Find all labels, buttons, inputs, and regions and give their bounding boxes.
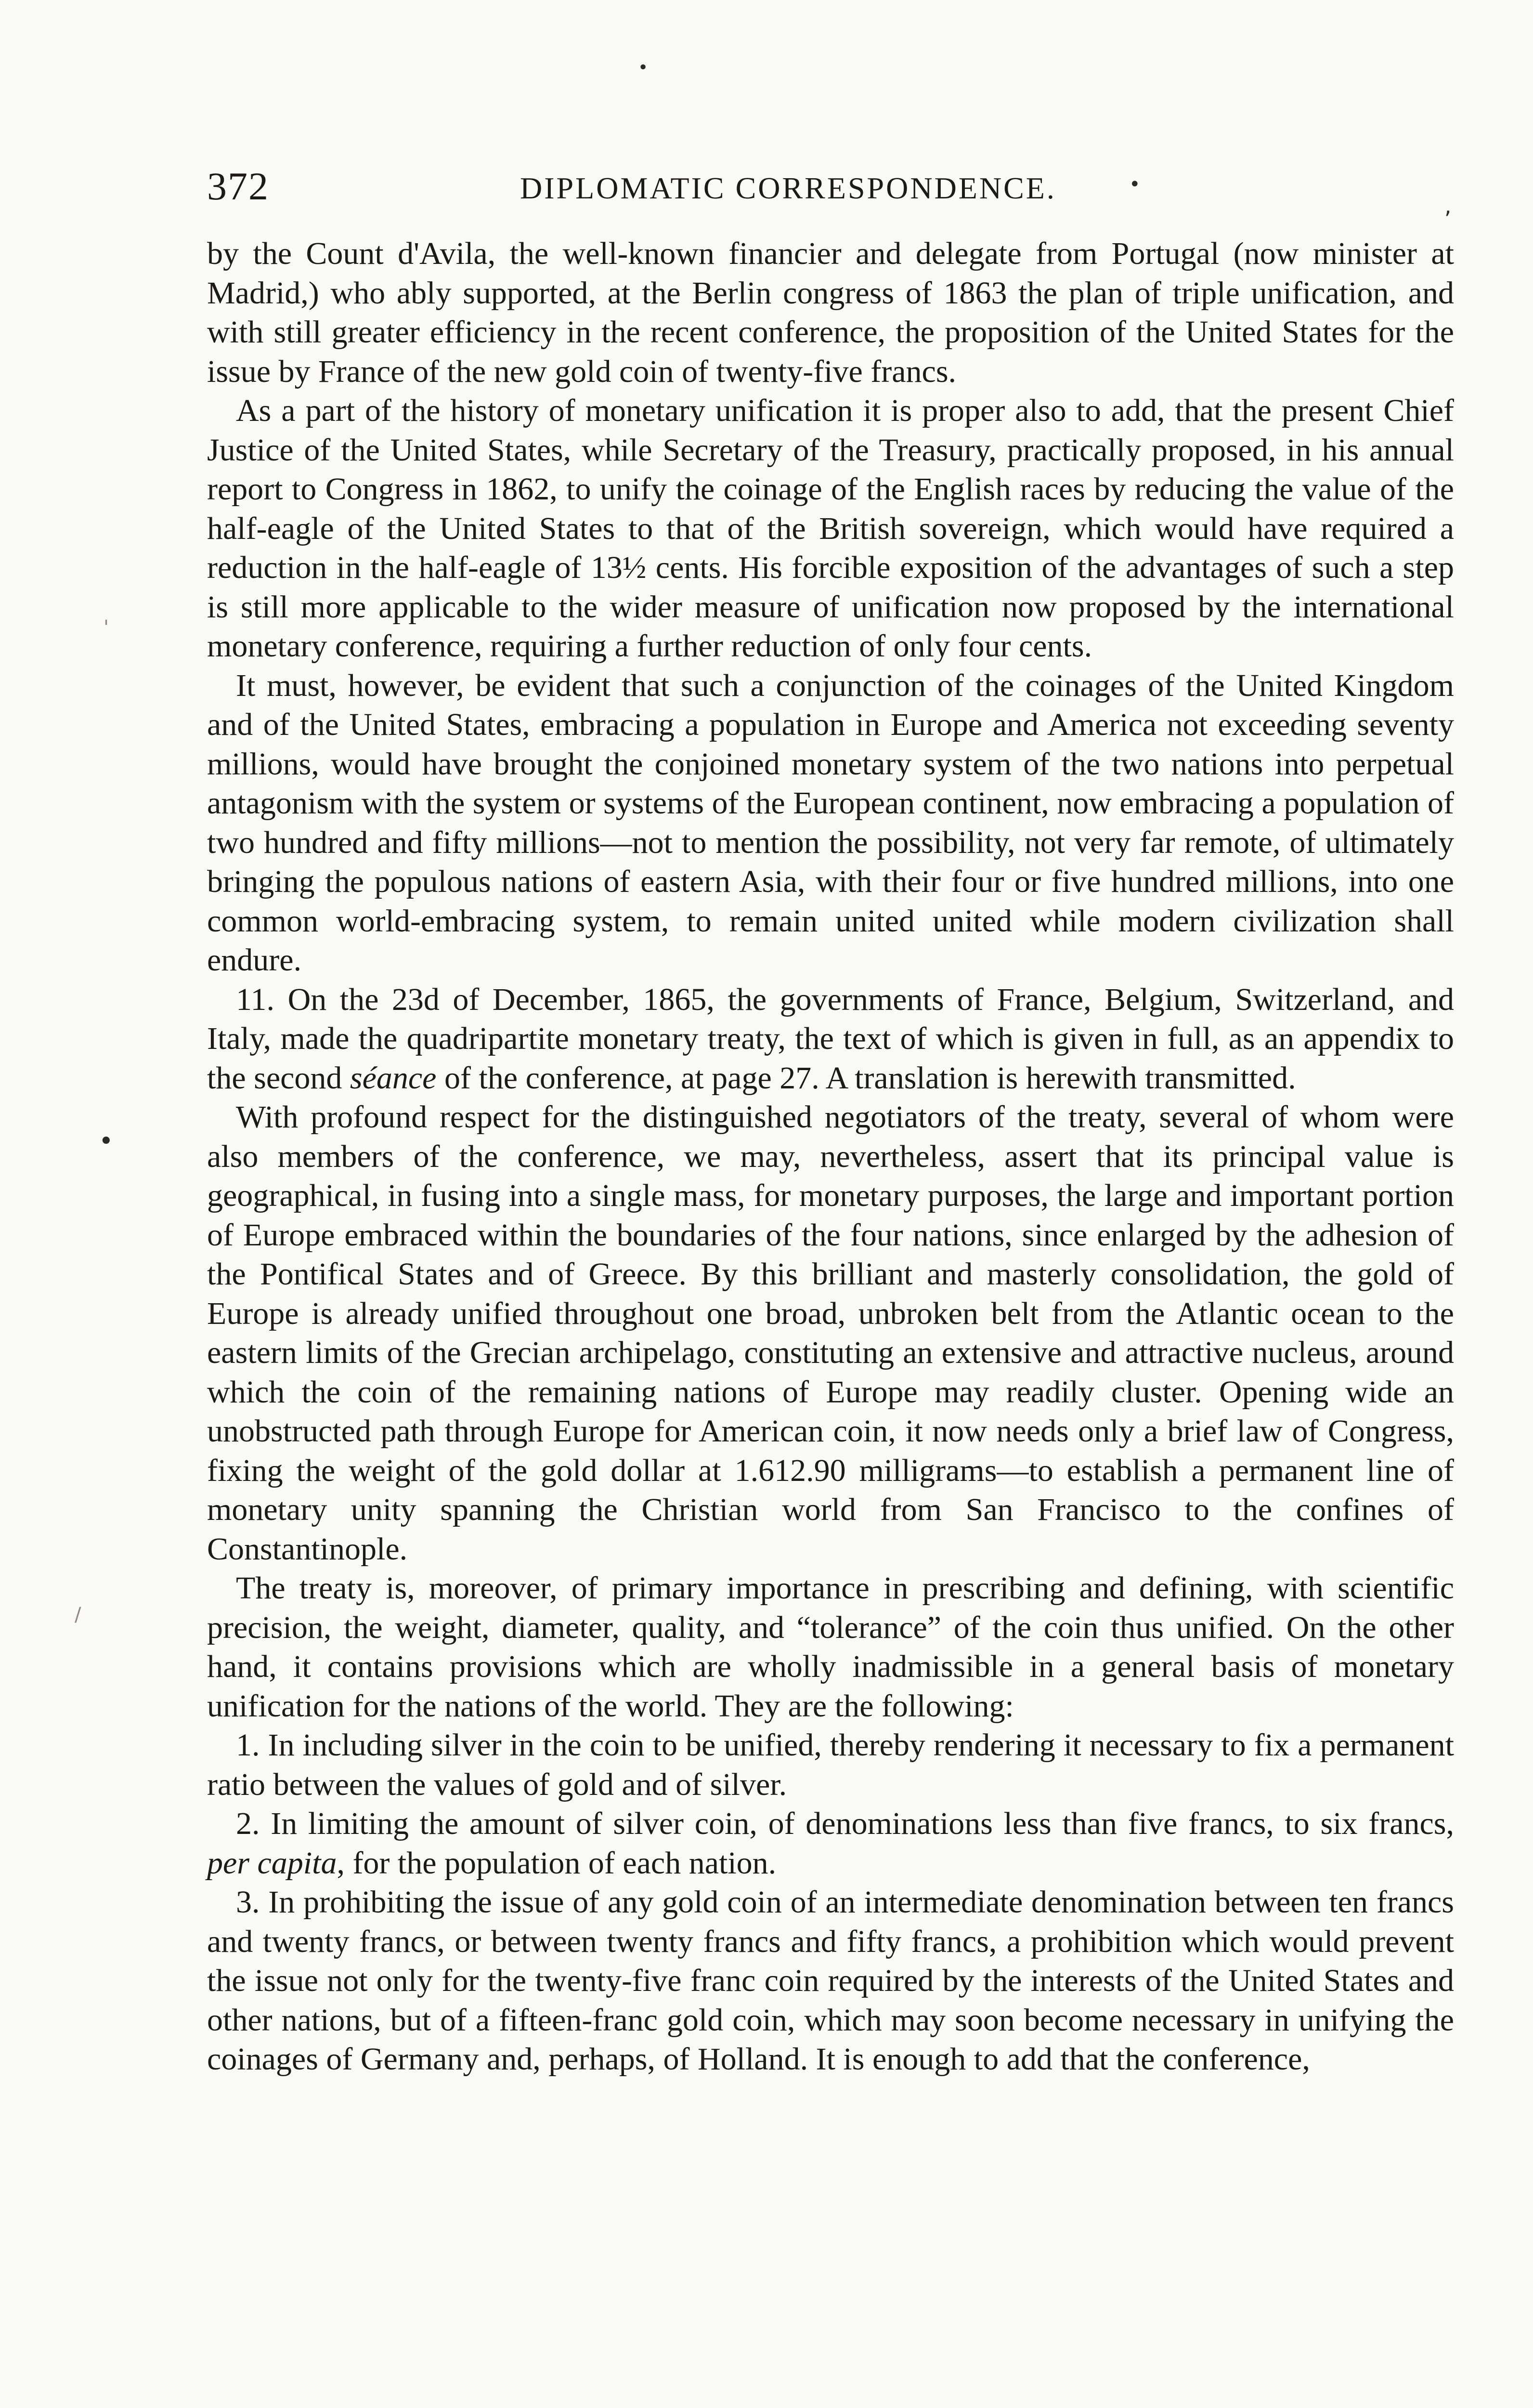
paragraph-continued: by the Count d'Avila, the well-known financier and delegate from Portugal (now minister at Madrid,) who ably supported, at the Berlin congress of 1863 the plan of triple unification, and with still greater efficiency in the recent conference, the proposition of the United States for the issue by France of the new gold coin of twenty-five francs.	[207, 236, 1454, 389]
paragraph-respect: With profound respect for the distinguished negotiators of the treaty, several of whom were also members of the conference, we may, nevertheless, assert that its principal value is geographical, in fusing into a single mass, for monetary purposes, the large and important portion of Europe embraced within the boundaries of the four nations, since enlarged by the adhesion of the Pontifical States and of Greece. By this brilliant and masterly consolidation, the gold of Europe is already unified throughout one broad, unbroken belt from the Atlantic ocean to the eastern limits of the Grecian archipelago, constituting an extensive and attractive nucleus, around which the coin of the remaining nations of Europe may readily cluster. Opening wide an unobstructed path through Europe for American coin, it now needs only a brief law of Congress, fixing the weight of the gold dollar at 1.612.90 milligrams—to establish a permanent line of monetary unity spanning the Christian world from San Francisco to the confines of Constantinople.	[207, 1099, 1454, 1567]
p8-text-b: , for the population of each nation.	[337, 1845, 777, 1881]
ink-speck: •	[1129, 173, 1141, 196]
p4-italic: séance	[350, 1060, 437, 1096]
running-head	[207, 164, 1454, 207]
p4-text-b: of the conference, at page 27. A translation is herewith transmitted.	[436, 1060, 1296, 1096]
paragraph-section-11	[207, 980, 1454, 1098]
stray-mark: ,	[1444, 193, 1452, 219]
list-item-2	[207, 1804, 1454, 1883]
paragraph-conjunction: It must, however, be evident that such a conjunction of the coinages of the United Kingdom and of the United States, embracing a population in Europe and America not exceeding seventy millions, would have brought the conjoined monetary system of the two nations into perpetual antagonism with the system or systems of the European continent, now embracing a population of two hundred and fifty millions—not to mention the possibility, not very far remote, of ultimately bringing the populous nations of eastern Asia, with their four or five hundred millions, into one common world-embracing system, to remain united united while modern civilization shall endure.	[207, 667, 1454, 978]
body-text	[207, 234, 1454, 2079]
running-title: DIPLOMATIC CORRESPONDENCE.	[520, 171, 1056, 205]
ink-speck: •	[638, 58, 649, 78]
margin-mark: /	[75, 1604, 81, 1626]
paragraph-chief-justice: As a part of the history of monetary unification it is proper also to add, that the present Chief Justice of the United States, while Secretary of the Treasury, practically proposed, in his annual report to Congress in 1862, to unify the coinage of the English races by reducing the value of the half-eagle of the United States to that of the British sovereign, which would have required a reduction in the half-eagle of 13½ cents. His forcible exposition of the advantages of such a step is still more applicable to the wider measure of unification now proposed by the international monetary conference, requiring a further reduction of only four cents.	[207, 393, 1454, 664]
paragraph-treaty: The treaty is, moreover, of primary importance in prescribing and defining, with scientific precision, the weight, diameter, quality, and “tolerance” of the coin thus unified. On the other hand, it contains provisions which are wholly inadmissible in a general basis of monetary unification for the nations of the world. They are the following:	[207, 1570, 1454, 1724]
margin-bullet: •	[99, 1127, 114, 1156]
list-item-3: 3. In prohibiting the issue of any gold coin of an intermediate denomination between ten francs and twenty francs, or between twenty francs and fifty francs, a prohibition which would prevent the issue not only for the twenty-five franc coin required by the interests of the United States and other nations, but of a fifteen-franc gold coin, which may soon become necessary in unifying the coinages of Germany and, perhaps, of Holland. It is enough to add that the conference,	[207, 1885, 1454, 2077]
p4-text-a: 11. On the 23d of December, 1865, the governments of France, Belgium, Switzerland, and Italy, made the quadripartite monetary treaty, the text of which is given in full, as an appendix to the second	[207, 982, 1454, 1096]
page-number: 372	[207, 164, 269, 208]
p8-text-a: 2. In limiting the amount of silver coin, of denominations less than five francs, to six francs,	[236, 1806, 1454, 1841]
list-item-1: 1. In including silver in the coin to be unified, thereby rendering it necessary to fix a permanent ratio between the values of gold and of silver.	[207, 1727, 1454, 1802]
p8-italic: per capita	[207, 1845, 337, 1881]
margin-mark: '	[104, 616, 109, 639]
